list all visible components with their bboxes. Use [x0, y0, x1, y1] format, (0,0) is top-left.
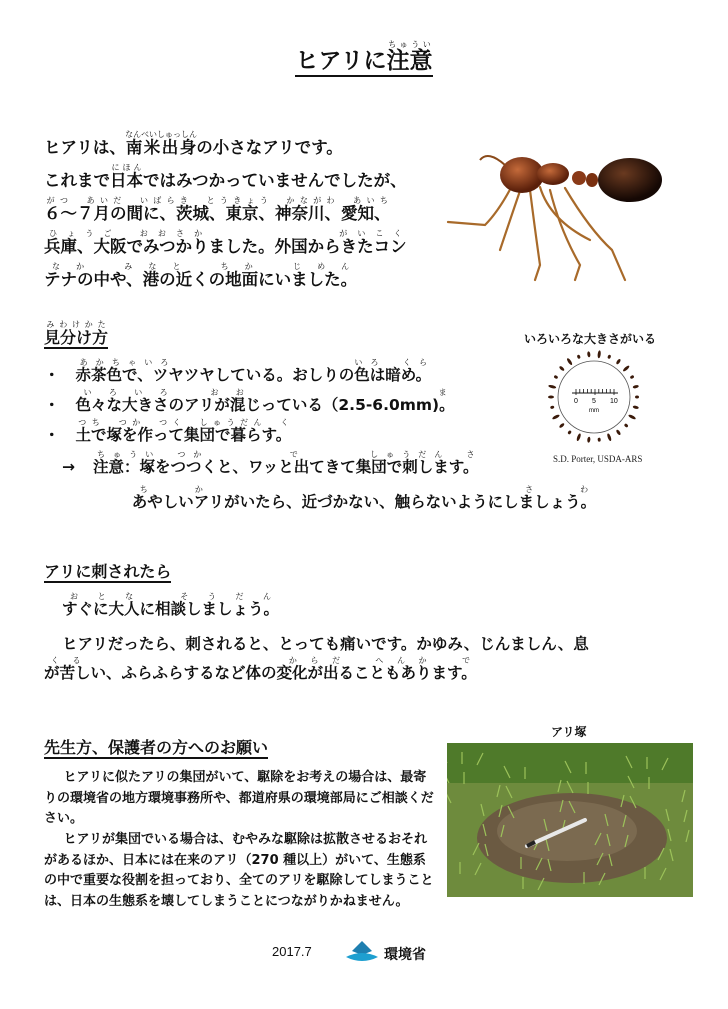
- ant-specimen: [628, 414, 636, 420]
- ant-specimen: [559, 365, 565, 371]
- intro-line-3: ６～７月の間に、茨城、東京、神奈川、愛知、がつ あいだ いばらき とうきょう かながわ あいち: [44, 196, 391, 223]
- ant-specimen: [597, 438, 600, 442]
- ant-specimen: [606, 433, 612, 442]
- ant-specimen: [615, 358, 621, 365]
- stung-heading: アリに刺されたら: [44, 562, 172, 581]
- intro-line-4: 兵庫、大阪でみつかりました。外国からきたコンひょうご おおさか がいこく: [44, 229, 407, 256]
- scale-unit: mm: [589, 408, 599, 414]
- scale-label-10: 10: [610, 398, 618, 405]
- footer-org: 環境省: [384, 947, 426, 963]
- ant-specimen: [630, 375, 635, 380]
- ant-specimen: [566, 357, 573, 365]
- intro-paragraph: [44, 130, 444, 295]
- ant-mound-photo: [447, 743, 693, 897]
- bullet-2: ・ 色々な大きさのアリが混じっている（2.5-6.0mm)。いろいろ おお ま: [44, 388, 455, 414]
- intro-line-5: テナの中や、港の近くの地面にいました。なか みなと ちか じめん: [44, 262, 358, 289]
- fire-ant-photo: [440, 140, 670, 290]
- footer-date: 2017.7: [272, 944, 312, 959]
- stung-p1: すぐに大人に相談しましょう。おとな そうだん: [62, 592, 280, 618]
- ant-specimen: [607, 354, 611, 359]
- ant-specimen: [597, 350, 601, 358]
- ant-specimen: [552, 414, 560, 420]
- ant-specimen: [548, 396, 554, 399]
- request-heading: 先生方、保護者の方へのお願い: [44, 738, 269, 757]
- ant-specimen: [622, 365, 630, 373]
- ant-specimen: [548, 384, 556, 389]
- stung-p2b: が苦しい、ふらふらするなど体の変化が出ることもあります。くる からだ へんか で: [44, 656, 477, 682]
- ant-specimen: [553, 375, 558, 380]
- ant-specimen: [615, 429, 621, 436]
- ant-specimen: [576, 433, 582, 442]
- stung-p2a: ヒアリだったら、刺されると、とっても痛いです。かゆみ、じんましん、息: [62, 635, 589, 653]
- mound-caption: アリ塚: [551, 725, 587, 739]
- scale-label-0: 0: [574, 398, 578, 405]
- sizes-caption: いろいろな大きさがいる: [524, 332, 657, 346]
- bullet-1: ・ 赤茶色で、ツヤツヤしている。おしりの色は暗め。あかちゃいろ いろ くら: [44, 358, 432, 384]
- ant-size-chart: [532, 345, 652, 451]
- ant-specimen: [632, 385, 639, 389]
- ant-gaster: [598, 158, 662, 202]
- intro-line-1: ヒアリは、南米出身なんべいしゅっしんの小さなアリです。: [44, 130, 343, 157]
- ant-specimen: [587, 437, 591, 443]
- request-para-1: ヒアリに似たアリの集団がいて、駆除をお考えの場合は、最寄りの環境省の地方環境事務所や、都道府県の環境部局にご相談ください。: [44, 770, 434, 826]
- page-title: [0, 40, 728, 75]
- request-para-2: ヒアリが集団でいる場合は、むやみな駆除は拡散させるおそれがあるほか、日本には在来のアリ（270 種以上）がいて、生態系の中で重要な役割を担っており、全てのアリを駆除してしまうことは、日本の生態系を壊してしまうことにつながりかねません。: [44, 832, 434, 909]
- ant-specimen: [624, 423, 629, 428]
- title-ruby: 注意ちゅうい: [386, 40, 433, 74]
- ant-specimen: [567, 430, 572, 435]
- title-text: ヒアリに: [295, 48, 387, 74]
- ant-specimen: [550, 405, 555, 409]
- identify-heading: 見分け方みわけかた: [44, 320, 109, 347]
- caution-note: → 注意：塚をつつくと、ワッと出てきて集団で刺します。ちゅうい つか で しゅうだん さ: [62, 450, 479, 476]
- photo-credit: S.D. Porter, USDA-ARS: [553, 454, 643, 464]
- warning-line: あやしいアリがいたら、近づかない、触らないようにしましょう。ちか さわ: [131, 485, 597, 511]
- intro-line-2: これまで日本にほんではみつかっていませんでしたが、: [44, 163, 407, 190]
- ant-specimen: [587, 351, 591, 357]
- ministry-logo-icon: [344, 939, 380, 967]
- scale-label-5: 5: [592, 398, 596, 405]
- ant-specimen: [632, 405, 639, 409]
- ant-specimen: [635, 396, 639, 399]
- ant-specimen: [577, 354, 581, 359]
- bullet-3: ・ 土で塚を作って集団で暮らす。つち つか つく しゅうだん く: [44, 418, 292, 444]
- ant-specimen: [559, 422, 565, 428]
